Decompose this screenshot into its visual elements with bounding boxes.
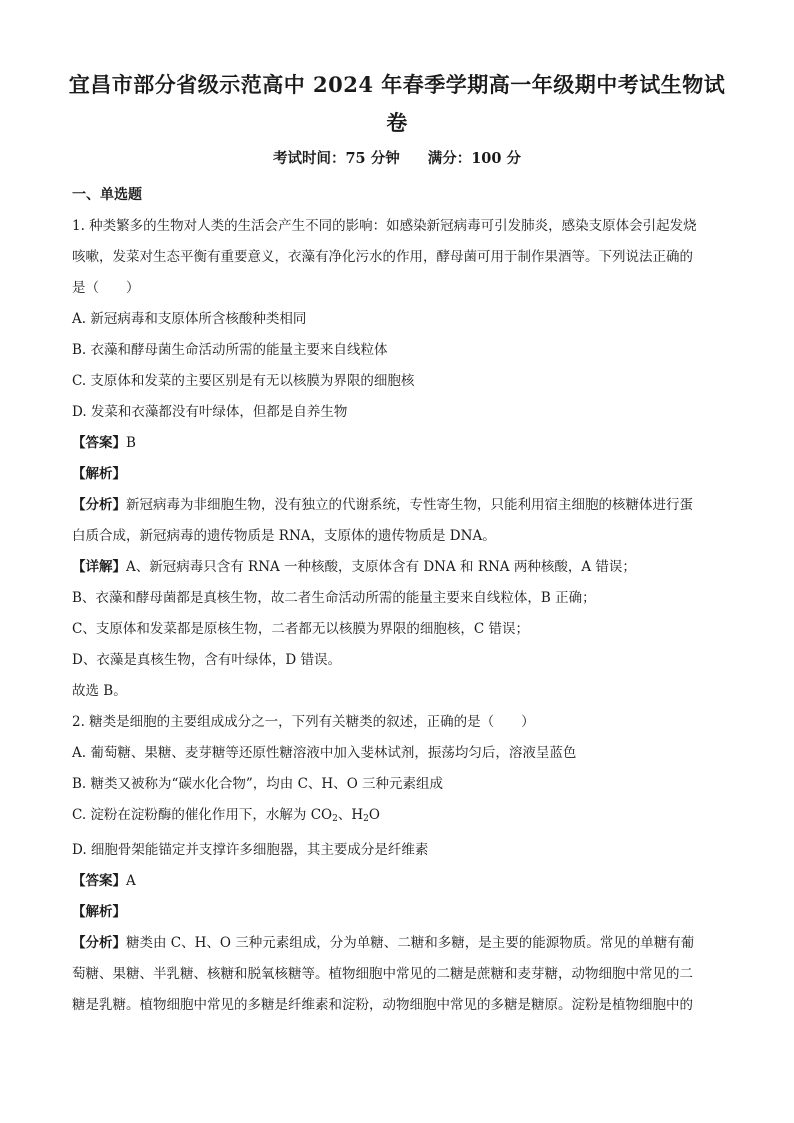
question-2-option-c (72, 800, 722, 835)
option-c-text-mid: 、H (337, 807, 364, 823)
question-2-option-d: D. 细胞骨架能锚定并支撑许多细胞器，其主要成分是纤维素 (72, 842, 429, 858)
question-2-option-b: B. 糖类又被称为“碳水化合物”，均由 C、H、O 三种元素组成 (72, 776, 444, 792)
question-2-fenxi-line-2: 萄糖、果糖、半乳糖、核糖和脱氧核糖等。植物细胞中常见的二糖是蔗糖和麦芽糖，动物细胞中常见的二 (72, 966, 693, 982)
question-1-option-c: C. 支原体和发菜的主要区别是有无以核膜为界限的细胞核 (72, 373, 415, 389)
fenxi-text: 糖类由 C、H、O 三种元素组成，分为单糖、二糖和多糖，是主要的能源物质。常见的单糖有葡 (126, 935, 695, 951)
question-1-fenxi-line-1 (72, 490, 722, 521)
question-1-option-a: A. 新冠病毒和支原体所含核酸种类相同 (72, 311, 307, 327)
option-c-text-end: O (368, 807, 380, 823)
question-1-stem-line-2: 咳嗽，发菜对生态平衡有重要意义，衣藻有净化污水的作用，酵母菌可用于制作果酒等。下列说法正确的 (72, 249, 693, 265)
fenxi-tag: 【分析】 (72, 935, 126, 951)
question-2-stem: 2. 糖类是细胞的主要组成成分之一，下列有关糖类的叙述，正确的是（ ） (72, 714, 535, 730)
question-2 (72, 707, 722, 1021)
question-1 (72, 211, 722, 707)
question-2-fenxi-line-3: 糖是乳糖。植物细胞中常见的多糖是纤维素和淀粉，动物细胞中常见的多糖是糖原。淀粉是植物细胞中的 (72, 997, 693, 1013)
subscript: 2 (363, 814, 369, 824)
subscript: 2 (332, 814, 338, 824)
section-heading: 一、单选题 (72, 187, 142, 203)
analysis-tag: 【解析】 (72, 466, 126, 482)
fenxi-tag: 【分析】 (72, 497, 126, 513)
question-1-detail-line-2: B、衣藻和酵母菌都是真核生物，故二者生命活动所需的能量主要来自线粒体，B 正确； (72, 590, 596, 606)
question-1-fenxi-line-2: 白质合成，新冠病毒的遗传物质是 RNA，支原体的遗传物质是 DNA。 (72, 528, 496, 544)
question-1-analysis-heading (72, 459, 722, 490)
question-2-option-a: A. 葡萄糖、果糖、麦芽糖等还原性糖溶液中加入斐林试剂，振荡均匀后，溶液呈蓝色 (72, 745, 577, 761)
answer-value: A (126, 873, 136, 889)
answer-value: B (126, 435, 136, 451)
exam-time: 考试时间：75 分钟 (272, 150, 400, 167)
fenxi-text: 新冠病毒为非细胞生物，没有独立的代谢系统，专性寄生物，只能利用宿主细胞的核糖体进行蛋 (126, 497, 693, 513)
answer-tag: 【答案】 (72, 873, 126, 889)
question-1-option-d: D. 发菜和衣藻都没有叶绿体，但都是自养生物 (72, 404, 348, 420)
xiangjie-tag: 【详解】 (72, 559, 126, 575)
question-1-detail-line-3: C、支原体和发菜都是原核生物，二者都无以核膜为界限的细胞核，C 错误； (72, 621, 529, 637)
question-2-answer (72, 866, 722, 897)
answer-tag: 【答案】 (72, 435, 126, 451)
question-1-detail-line-4: D、衣藻是真核生物，含有叶绿体，D 错误。 (72, 652, 341, 668)
document-title-line-1: 宜昌市部分省级示范高中 2024 年春季学期高一年级期中考试生物试 (68, 72, 726, 97)
analysis-tag: 【解析】 (72, 904, 126, 920)
exam-score: 满分：100 分 (427, 150, 522, 167)
question-1-detail-line-1 (72, 552, 722, 583)
question-2-analysis-heading (72, 897, 722, 928)
question-1-option-b: B. 衣藻和酵母菌生命活动所需的能量主要来自线粒体 (72, 342, 388, 358)
exam-meta (60, 148, 734, 170)
document-body (72, 180, 722, 1021)
question-1-answer (72, 428, 722, 459)
question-2-fenxi-line-1 (72, 928, 722, 959)
question-1-conclusion: 故选 B。 (72, 683, 127, 699)
document-title-line-2: 卷 (386, 110, 408, 135)
detail-text: A、新冠病毒只含有 RNA 一种核酸，支原体含有 DNA 和 RNA 两种核酸，A 错误； (126, 559, 636, 575)
question-1-stem-line-1: 1. 种类繁多的生物对人类的生活会产生不同的影响：如感染新冠病毒可引发肺炎，感染支原体会引起发烧 (72, 218, 697, 234)
option-c-text: C. 淀粉在淀粉酶的催化作用下，水解为 CO (72, 807, 333, 823)
question-1-stem-line-3: 是（ ） (72, 280, 140, 296)
